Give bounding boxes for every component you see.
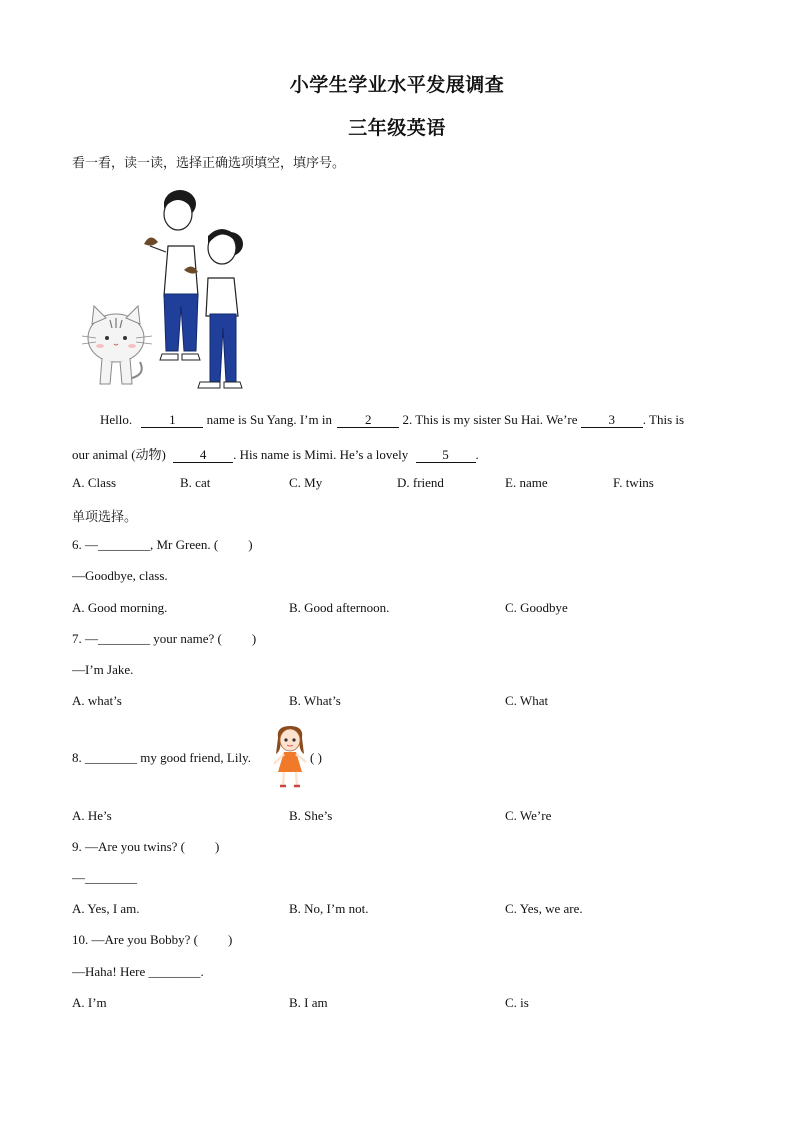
passage-line-2 — [72, 444, 479, 463]
q8-option-a[interactable]: A. He’s — [72, 808, 112, 823]
question-stem: 7. —________ your name? ( — [72, 631, 222, 646]
q8-option-b[interactable]: B. She’s — [289, 808, 333, 823]
passage-text: Hello. — [100, 412, 133, 427]
blank-2[interactable]: 2 — [337, 413, 399, 428]
q6-option-a[interactable]: A. Good morning. — [72, 600, 168, 615]
page-subtitle: 三年级英语 — [348, 117, 446, 139]
lily-svg — [270, 724, 310, 790]
girl-su-yang — [144, 190, 200, 360]
question-9-reply: —________ — [72, 870, 137, 885]
blank-1[interactable]: 1 — [141, 413, 203, 428]
blank-5[interactable]: 5 — [416, 448, 476, 463]
paren-close: ) — [248, 537, 253, 552]
q9-option-c[interactable]: C. Yes, we are. — [505, 901, 583, 916]
passage-text: . This is — [642, 412, 685, 427]
option-f[interactable]: F. twins — [613, 475, 654, 490]
question-stem: 8. ________ my good friend, Lily. — [72, 750, 251, 765]
option-e[interactable]: E. name — [505, 475, 548, 490]
lily-girl-illustration — [270, 724, 310, 790]
blank-3[interactable]: 3 — [581, 413, 643, 428]
q9-option-b[interactable]: B. No, I’m not. — [289, 901, 369, 916]
q7-option-a[interactable]: A. what’s — [72, 693, 122, 708]
question-stem: 6. —________, Mr Green. ( — [72, 537, 219, 552]
q6-option-c[interactable]: C. Goodbye — [505, 600, 568, 615]
q6-option-b[interactable]: B. Good afternoon. — [289, 600, 390, 615]
question-8-paren[interactable]: ( ) — [310, 750, 322, 765]
q8-option-c[interactable]: C. We’re — [505, 808, 552, 823]
option-b[interactable]: B. cat — [180, 475, 211, 490]
q10-option-b[interactable]: B. I am — [289, 995, 328, 1010]
q10-option-c[interactable]: C. is — [505, 995, 529, 1010]
question-7-reply: —I’m Jake. — [72, 662, 134, 677]
question-6-reply: —Goodbye, class. — [72, 568, 168, 583]
section2-instruction: 单项选择。 — [72, 510, 138, 525]
paren-close: ) — [251, 631, 257, 646]
question-stem: 10. —Are you Bobby? ( — [72, 932, 199, 947]
passage-text: our animal (动物) — [72, 447, 166, 462]
section1-instruction: 看一看，读一读，选择正确选项填空，填序号。 — [72, 156, 346, 171]
option-c[interactable]: C. My — [289, 475, 323, 490]
passage-text: . His name is Mimi. He’s a lovely — [233, 447, 409, 462]
question-9 — [72, 839, 219, 855]
paren-close: ) — [228, 932, 233, 947]
question-stem: 9. —Are you twins? ( — [72, 839, 186, 854]
kids-and-cat-illustration — [74, 186, 254, 396]
blank-4[interactable]: 4 — [173, 448, 233, 463]
question-10-reply: —Haha! Here ________. — [72, 964, 204, 979]
question-6 — [72, 537, 253, 553]
q7-option-b[interactable]: B. What’s — [289, 693, 341, 708]
cat-mimi — [82, 306, 152, 384]
question-10 — [72, 932, 232, 948]
illustration-svg — [74, 186, 254, 396]
question-8 — [72, 750, 251, 766]
paren-close: ) — [215, 839, 220, 854]
option-a[interactable]: A. Class — [72, 475, 117, 490]
passage-line-1 — [100, 412, 684, 428]
passage-text: name is Su Yang. I’m in — [206, 412, 332, 427]
q9-option-a[interactable]: A. Yes, I am. — [72, 901, 140, 916]
question-7 — [72, 631, 256, 647]
passage-text: . — [475, 447, 479, 462]
option-d[interactable]: D. friend — [397, 475, 444, 490]
q7-option-c[interactable]: C. What — [505, 693, 549, 708]
passage-text: 2. This is my sister Su Hai. We’re — [402, 412, 578, 427]
q10-option-a[interactable]: A. I’m — [72, 995, 107, 1010]
page-title: 小学生学业水平发展调查 — [289, 74, 505, 96]
